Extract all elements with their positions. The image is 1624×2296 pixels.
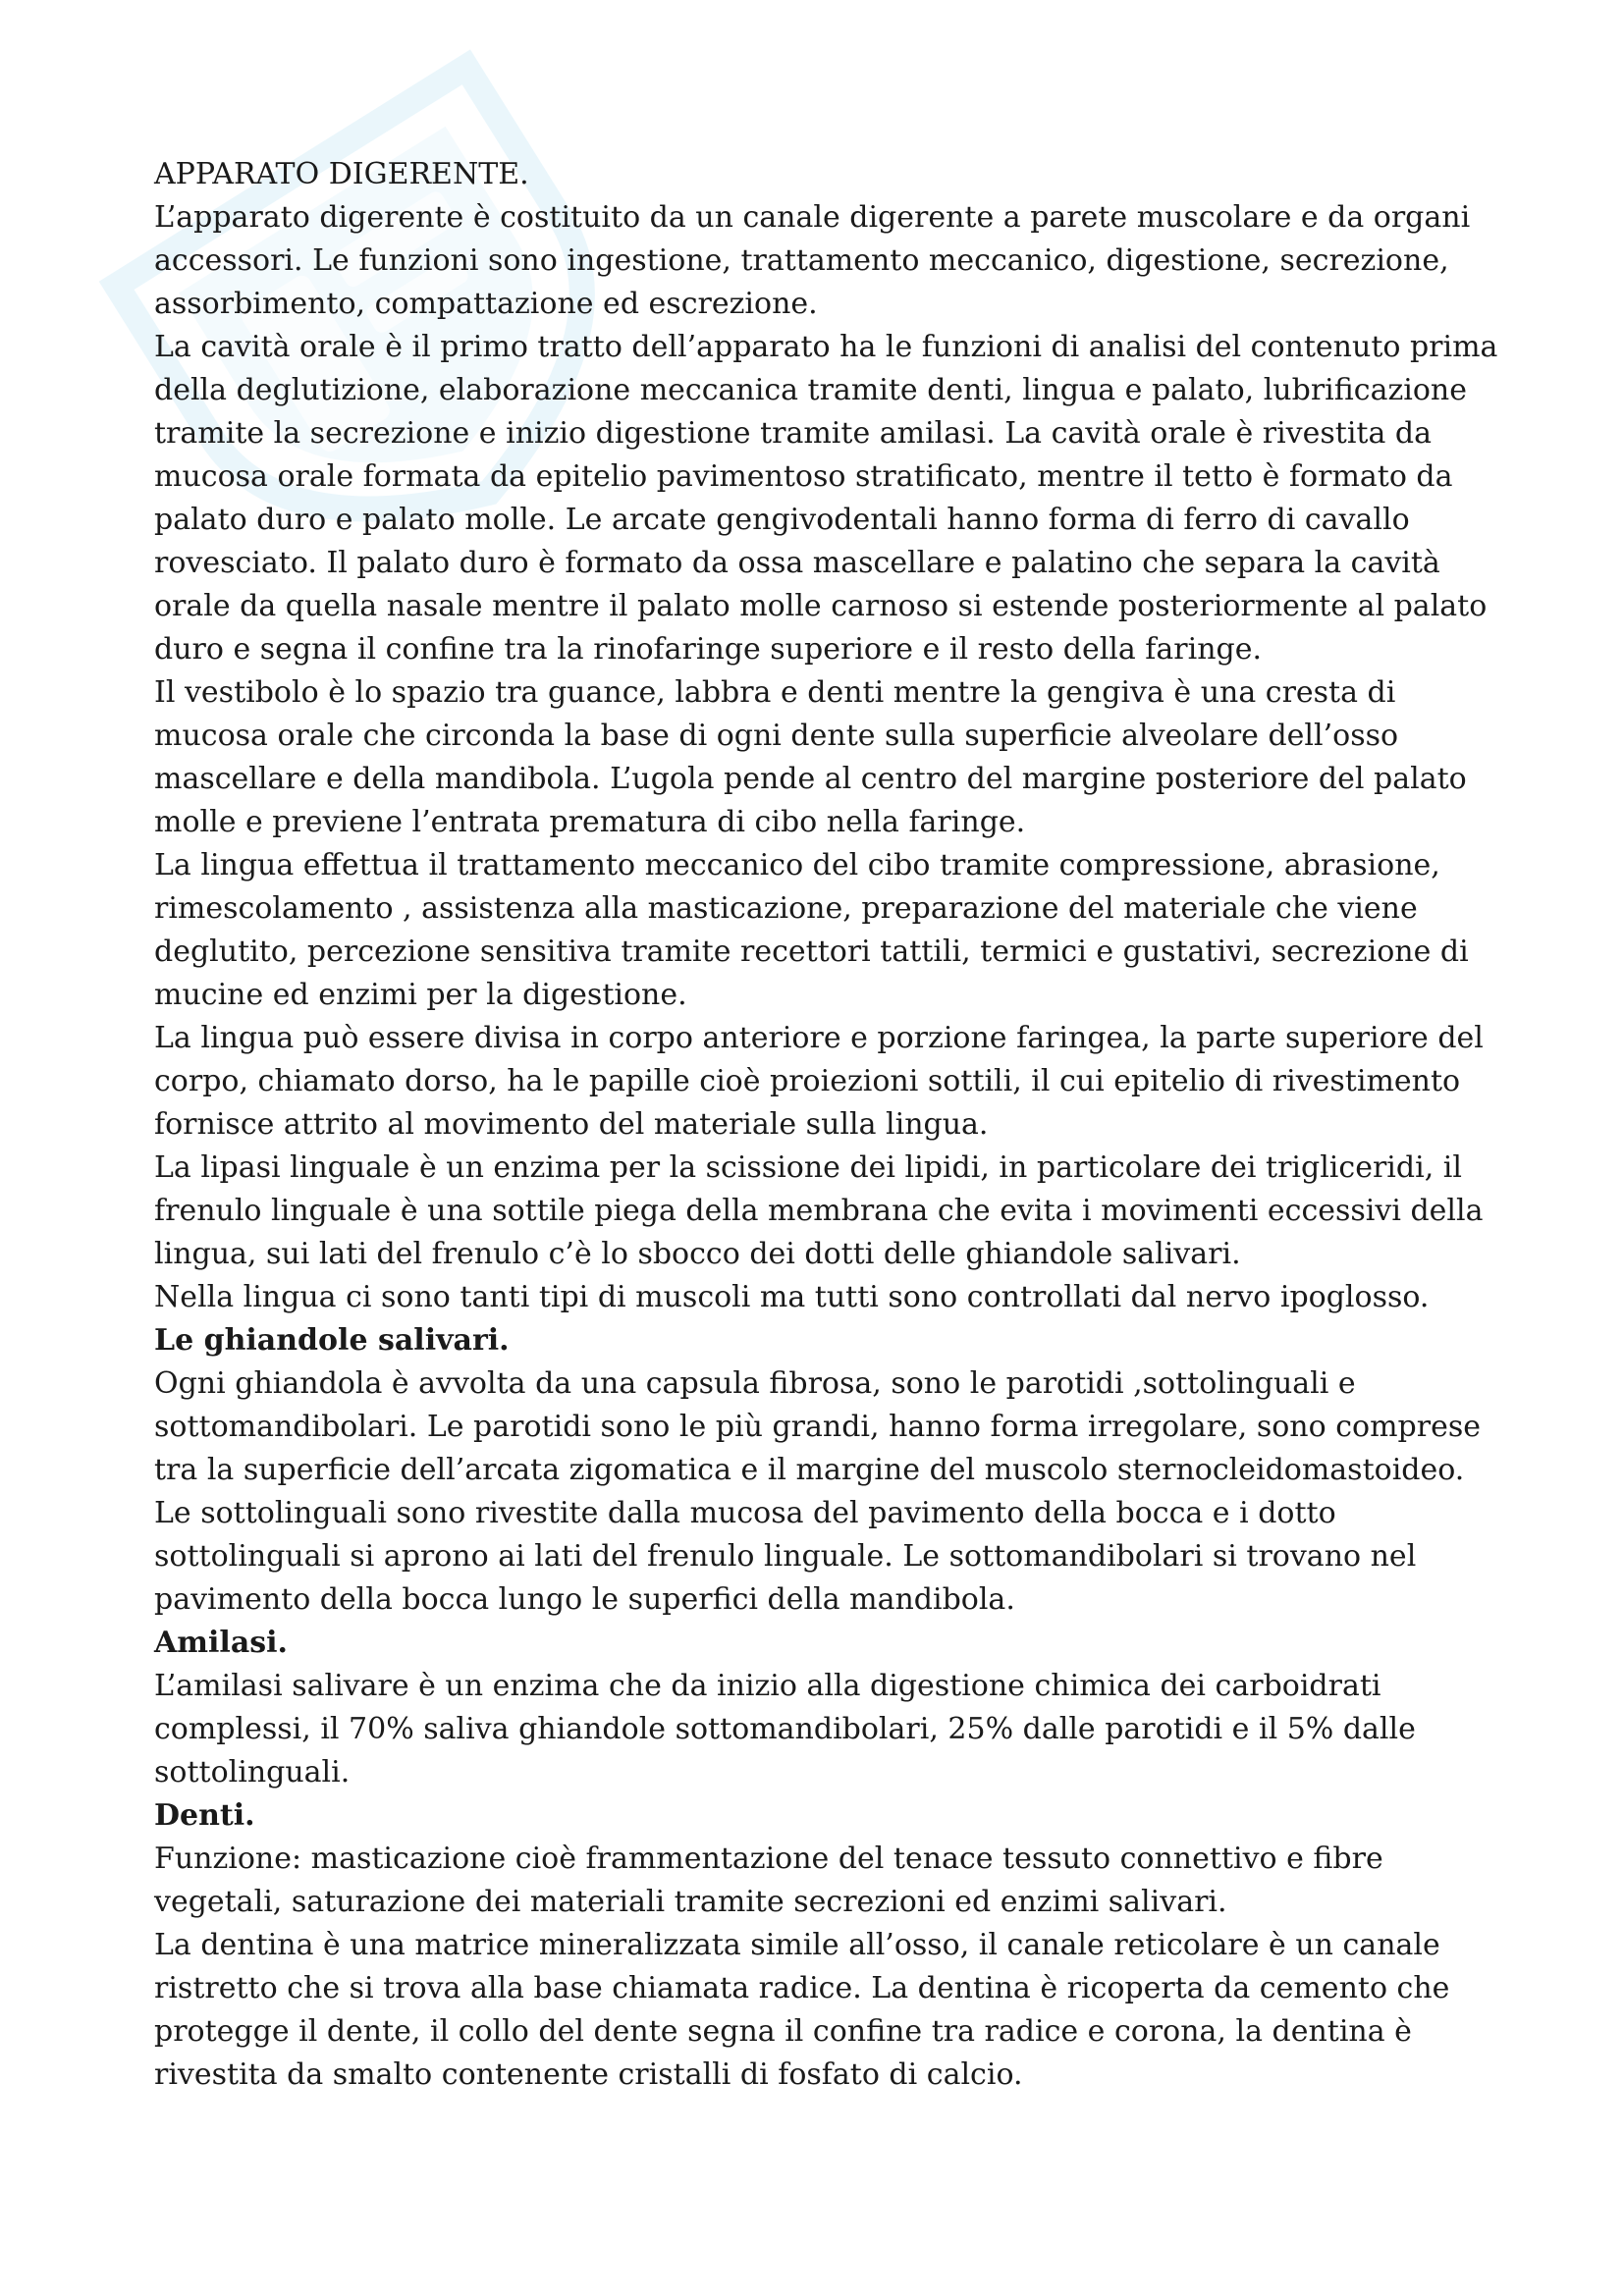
paragraph: La lingua può essere divisa in corpo anteriore e porzione faringea, la parte superiore del corpo, chiamato dorso, ha le papille cioè proiezioni sottili, il cui epitelio di rivestimento fornisce attrito al movimento del materiale sulla lingua. <box>154 1021 1484 1142</box>
paragraph: La dentina è una matrice mineralizzata simile all’osso, il canale reticolare è un canale ristretto che si trova alla base chiamata radice. La dentina è ricoperta da cemento che protegge il dente, il collo del dente segna il confine tra radice e corona, la dentina è rivestita da smalto contenente cristalli di fosfato di calcio. <box>154 1928 1450 2092</box>
section-heading-ghiandole: Le ghiandole salivari. <box>154 1323 510 1358</box>
paragraph: L’apparato digerente è costituito da un canale digerente a parete muscolare e da organi accessori. Le funzioni sono ingestione, trattamento meccanico, digestione, secrezione, assorbimento, compattazione ed escrezione. <box>154 200 1471 321</box>
paragraph: La cavità orale è il primo tratto dell’apparato ha le funzioni di analisi del contenuto prima della deglutizione, elaborazione meccanica tramite denti, lingua e palato, lubrificazione tramite la secrezione e inizio digestione tramite amilasi. La cavità orale è rivestita da mucosa orale formata da epitelio pavimentoso stratificato, mentre il tetto è formato da palato duro e palato molle. Le arcate gengivodentali hanno forma di ferro di cavallo rovesciato. Il palato duro è formato da ossa mascellare e palatino che separa la cavità orale da quella nasale mentre il palato molle carnoso si estende posteriormente al palato duro e segna il confine tra la rinofaringe superiore e il resto della faringe. <box>154 330 1498 667</box>
paragraph: L’amilasi salivare è un enzima che da inizio alla digestione chimica dei carboidrati complessi, il 70% saliva ghiandole sottomandibolari, 25% dalle parotidi e il 5% dalle sottolinguali. <box>154 1669 1416 1789</box>
paragraph: Le sottolinguali sono rivestite dalla mucosa del pavimento della bocca e i dotto sottolinguali si aprono ai lati del frenulo linguale. Le sottomandibolari si trovano nel pavimento della bocca lungo le superfici della mandibola. <box>154 1496 1417 1617</box>
section-heading-denti: Denti. <box>154 1798 255 1833</box>
paragraph: La lipasi linguale è un enzima per la scissione dei lipidi, in particolare dei trigliceridi, il frenulo linguale è una sottile piega della membrana che evita i movimenti eccessivi della lingua, sui lati del frenulo c’è lo sbocco dei dotti delle ghiandole salivari. <box>154 1150 1484 1271</box>
paragraph: La lingua effettua il trattamento meccanico del cibo tramite compressione, abrasione, rimescolamento , assistenza alla masticazione, preparazione del materiale che viene deglutito, percezione sensitiva tramite recettori tattili, termici e gustativi, secrezione di mucine ed enzimi per la digestione. <box>154 848 1469 1012</box>
document-title: APPARATO DIGERENTE. <box>154 157 529 191</box>
paragraph: Nella lingua ci sono tanti tipi di muscoli ma tutti sono controllati dal nervo ipoglosso. <box>154 1280 1430 1314</box>
paragraph: Ogni ghiandola è avvolta da una capsula fibrosa, sono le parotidi ,sottolinguali e sottomandibolari. Le parotidi sono le più grandi, hanno forma irregolare, sono comprese tra la superficie dell’arcata zigomatica e il margine del muscolo sternocleidomastoideo. <box>154 1366 1481 1487</box>
document-body <box>154 153 1509 2097</box>
paragraph: Funzione: masticazione cioè frammentazione del tenace tessuto connettivo e fibre vegetali, saturazione dei materiali tramite secrezioni ed enzimi salivari. <box>154 1842 1383 1919</box>
paragraph: Il vestibolo è lo spazio tra guance, labbra e denti mentre la gengiva è una cresta di mucosa orale che circonda la base di ogni dente sulla superficie alveolare dell’osso mascellare e della mandibola. L’ugola pende al centro del margine posteriore del palato molle e previene l’entrata prematura di cibo nella faringe. <box>154 675 1467 839</box>
section-heading-amilasi: Amilasi. <box>154 1626 288 1660</box>
